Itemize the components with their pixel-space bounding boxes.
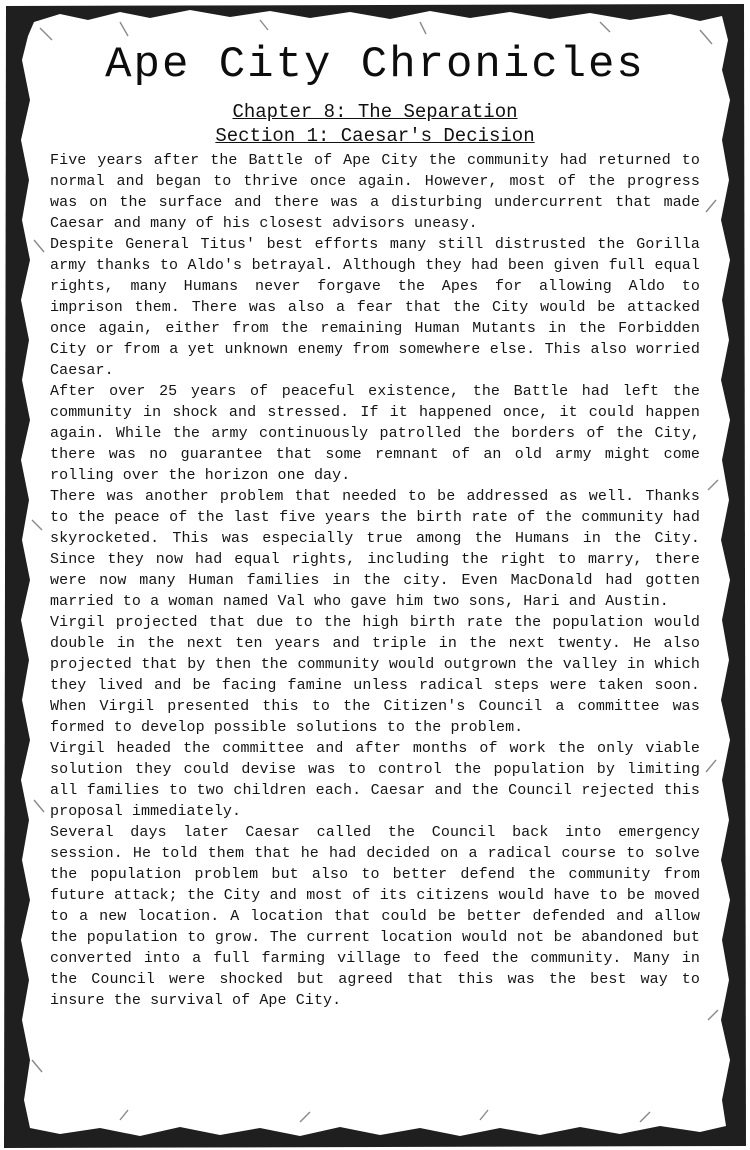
- document-body: [50, 150, 700, 1011]
- paragraph: Despite General Titus' best efforts many still distrusted the Gorilla army thanks to Aldo's betrayal. Although they had been given full equal rights, many Humans never forgave the Apes for allowing Aldo to imprison them. There was also a fear that the City would be attacked once again, either from the remaining Human Mutants in the Forbidden City or from a yet unknown enemy from somewhere else. This also worried Caesar.: [50, 236, 700, 379]
- document-title: Ape City Chronicles: [105, 40, 645, 90]
- paragraph: Virgil projected that due to the high birth rate the population would double in the next ten years and triple in the next twenty. He also projected that by then the community would outgrown the valley in which they lived and be facing famine unless radical steps were taken soon. When Virgil presented this to the Citizen's Council a committee was formed to develop possible solutions to the problem.: [50, 614, 700, 736]
- paragraph: Five years after the Battle of Ape City the community had returned to normal and began to thrive once again. However, most of the progress was on the surface and there was a disturbing undercurrent that made Caesar and many of his closest advisors uneasy.: [50, 152, 700, 232]
- paragraph: After over 25 years of peaceful existence, the Battle had left the community in shock and stressed. If it happened once, it could happen again. While the army continuously patrolled the borders of the City, there was no guarantee that some remnant of an old army might come rolling over the horizon one day.: [50, 383, 700, 484]
- section-heading: Section 1: Caesar's Decision: [215, 125, 535, 147]
- chapter-heading: Chapter 8: The Separation: [232, 101, 518, 123]
- document-content: [50, 36, 700, 1011]
- paragraph: Virgil headed the committee and after months of work the only viable solution they could devise was to control the population by limiting all families to two children each. Caesar and the Council rejected this proposal immediately.: [50, 740, 700, 820]
- paragraph: There was another problem that needed to be addressed as well. Thanks to the peace of the last five years the birth rate of the community had skyrocketed. This was especially true among the Humans in the City. Since they now had equal rights, including the right to marry, there were now many Human families in the city. Even MacDonald had gotten married to a woman named Val who gave him two sons, Hari and Austin.: [50, 488, 700, 610]
- paragraph: Several days later Caesar called the Council back into emergency session. He told them that he had decided on a radical course to solve the population problem but also to better defend the community from future attack; the City and most of its citizens would have to be moved to a new location. A location that could be better defended and allow the population to grow. The current location would not be abandoned but converted into a full farming village to feed the community. Many in the Council were shocked but agreed that this was the best way to insure the survival of Ape City.: [50, 824, 700, 1009]
